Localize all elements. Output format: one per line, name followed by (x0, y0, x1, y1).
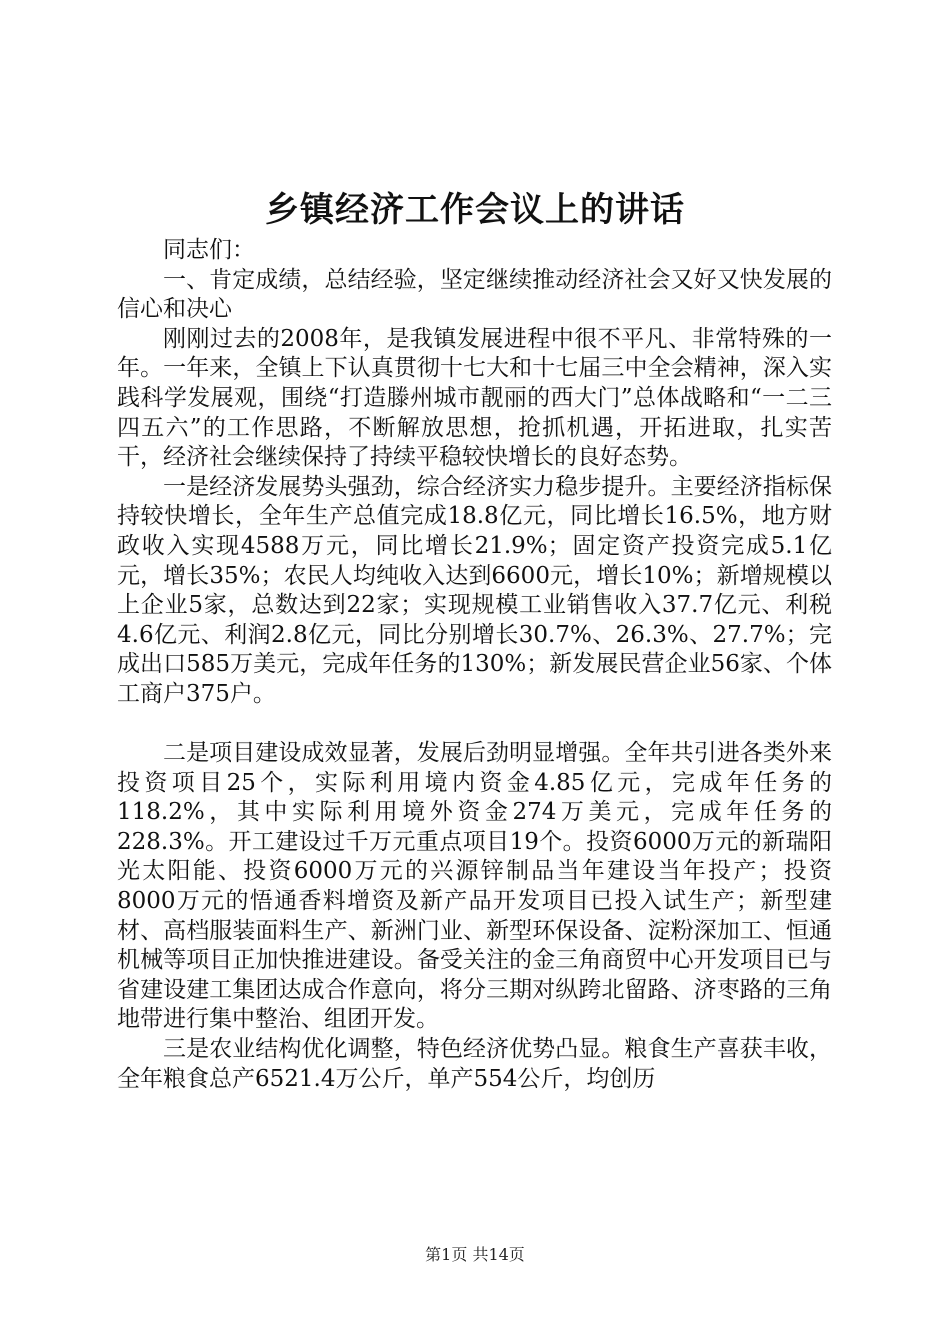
body-paragraph: 一是经济发展势头强劲，综合经济实力稳步提升。主要经济指标保持较快增长，全年生产总值完成18.8亿元，同比增长16.5%，地方财政收入实现4588万元，同比增长21.9%；固定资产投资完成5.1亿元，增长35%；农民人均纯收入达到6600元，增长10%；新增规模以上企业5家，总数达到22家；实现规模工业销售收入37.7亿元、利税4.6亿元、利润2.8亿元，同比分别增长30.7%、26.3%、27.7%；完成出口585万美元，完成年任务的130%；新发展民营企业56家、个体工商户375户。 (117, 473, 832, 707)
document-body (117, 236, 832, 1094)
page-number: 第1页 共14页 (425, 1245, 525, 1264)
document-title: 乡镇经济工作会议上的讲话 (265, 190, 685, 230)
body-paragraph: 刚刚过去的2008年，是我镇发展进程中很不平凡、非常特殊的一年。一年来，全镇上下认真贯彻十七大和十七届三中全会精神，深入实践科学发展观，围绕“打造滕州城市靓丽的西大门”总体战略和“一二三四五六”的工作思路，不断解放思想，抢抓机遇，开拓进取，扎实苦干，经济社会继续保持了持续平稳较快增长的良好态势。 (117, 325, 832, 471)
body-paragraph: 三是农业结构优化调整，特色经济优势凸显。粮食生产喜获丰收，全年粮食总产6521.4万公斤，单产554公斤，均创历 (117, 1036, 832, 1092)
salutation: 同志们： (163, 237, 255, 263)
body-paragraph: 二是项目建设成效显著，发展后劲明显增强。全年共引进各类外来投资项目25个，实际利用境内资金4.85亿元，完成年任务的118.2%，其中实际利用境外资金274万美元，完成年任务的228.3%。开工建设过千万元重点项目19个。投资6000万元的新瑞阳光太阳能、投资6000万元的兴源锌制品当年建设当年投产；投资8000万元的悟通香料增资及新产品开发项目已投入试生产；新型建材、高档服装面料生产、新洲门业、新型环保设备、淀粉深加工、恒通机械等项目正加快推进建设。备受关注的金三角商贸中心开发项目已与省建设建工集团达成合作意向，将分三期对纵跨北留路、济枣路的三角地带进行集中整治、组团开发。 (117, 740, 832, 1033)
section-heading: 一、肯定成绩，总结经验，坚定继续推动经济社会又好又快发展的信心和决心 (117, 266, 832, 323)
